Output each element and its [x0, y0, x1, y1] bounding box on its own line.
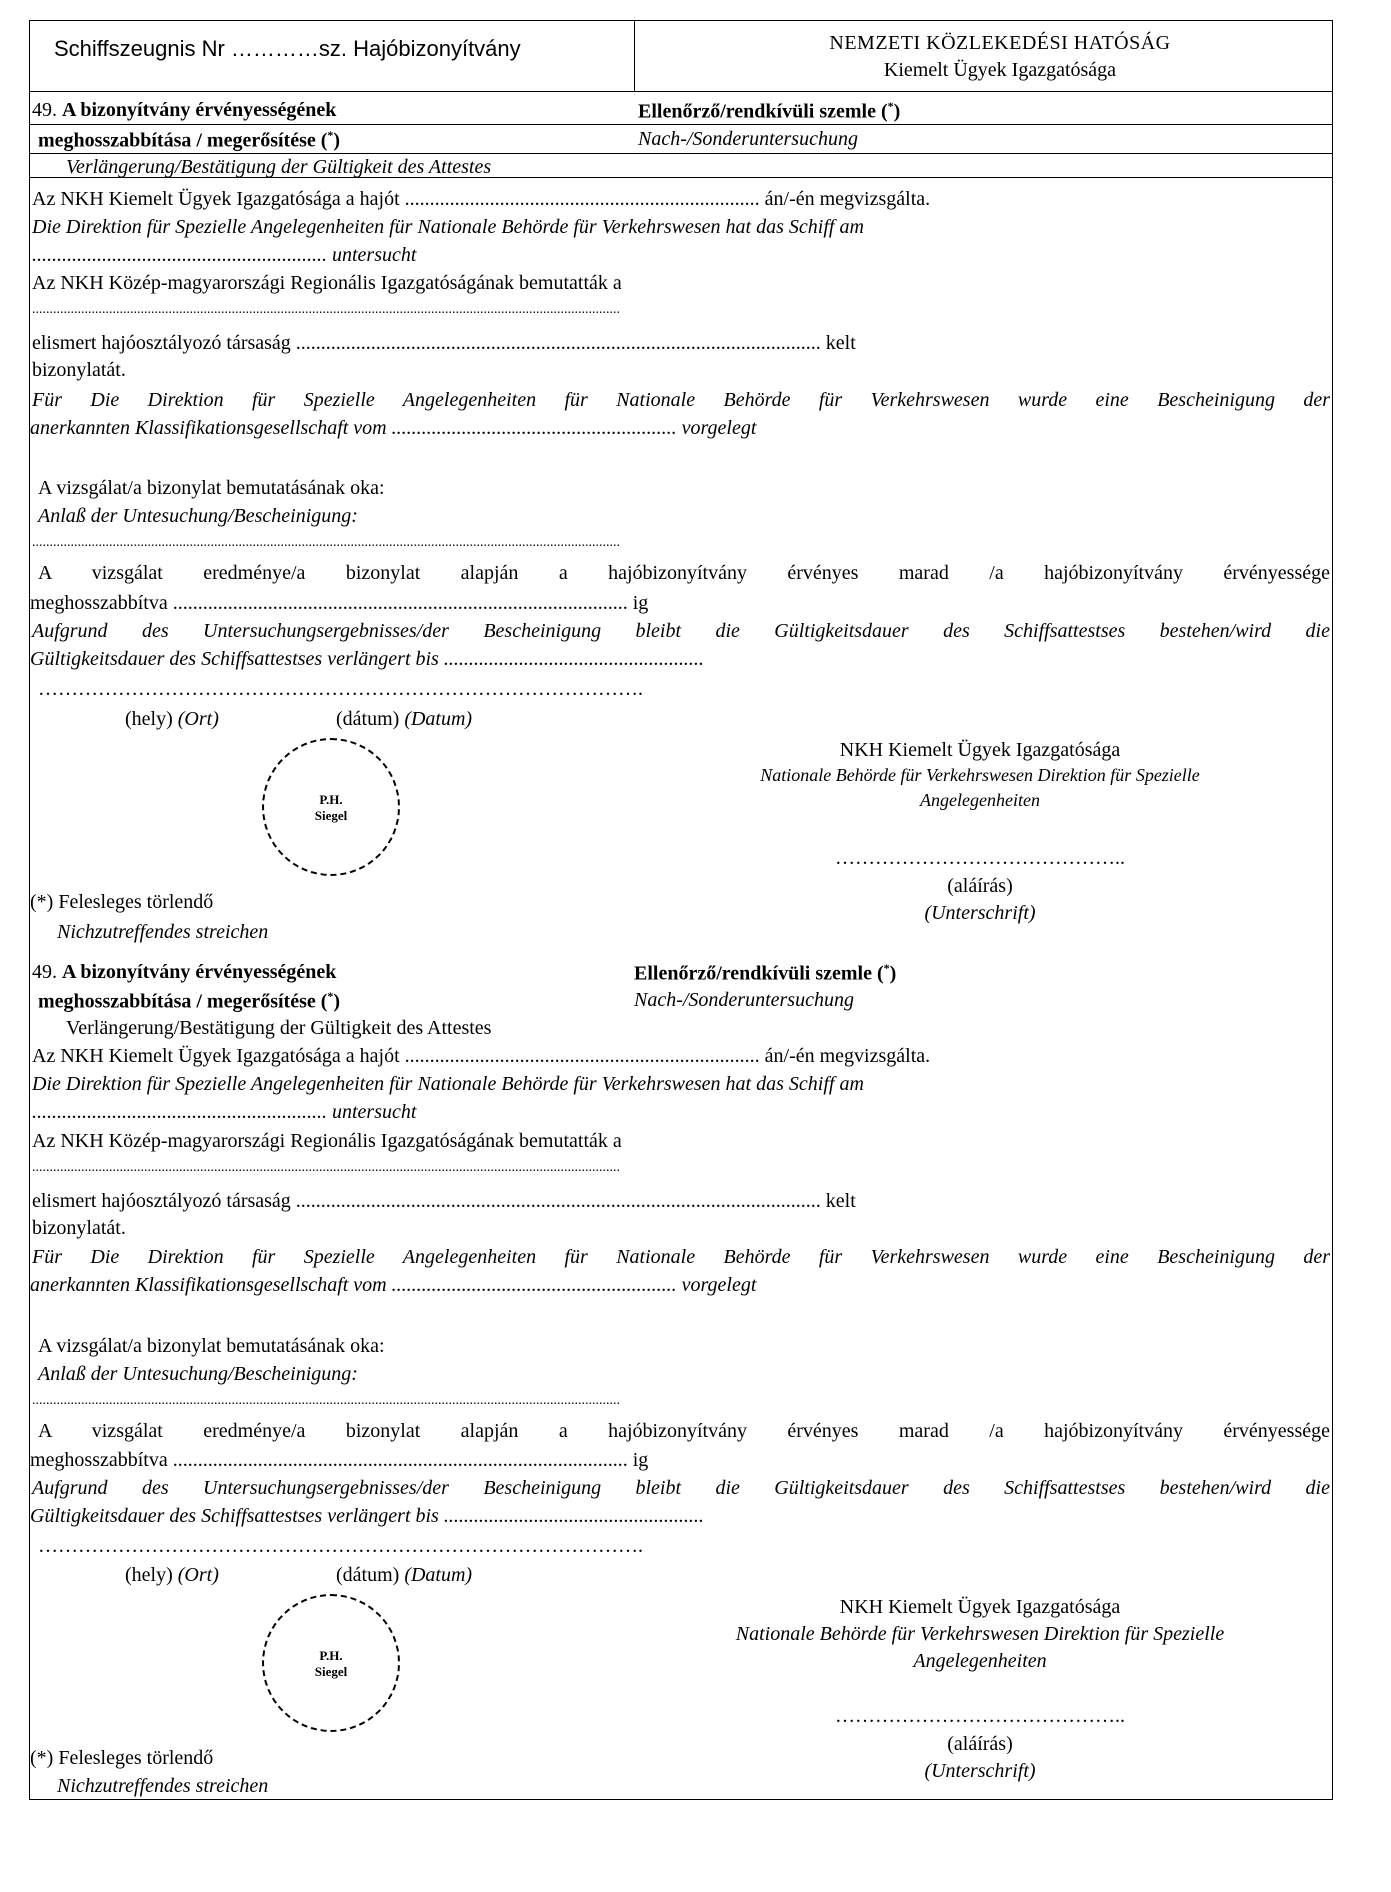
section-heading-line1: [32, 962, 336, 982]
presented-dots: ........................................................................................................................................................................: [32, 302, 620, 317]
date-label: [336, 1565, 472, 1585]
classification-line-de-2: anerkannten Klassifikationsgesellschaft vom ......................................................... vorgelegt: [30, 417, 757, 439]
section-heading-hu-1: A bizonyítvány érvényességének: [62, 99, 337, 121]
reason-hu: A vizsgálat/a bizonylat bemutatásának oka:: [38, 477, 385, 499]
reason-dots: ........................................................................................................................................................................: [32, 535, 620, 550]
section-heading-hu-1: A bizonyítvány érvényességének: [62, 961, 337, 983]
section-number: 49.: [32, 99, 57, 121]
heading-rule-1: [29, 124, 1333, 125]
seal-stamp: [262, 1594, 400, 1732]
place-de: (Ort): [177, 1564, 219, 1586]
signature-dots: ……………………………………..: [835, 847, 1125, 869]
survey-star: *: [887, 99, 894, 113]
seal-text-1: P.H.: [319, 792, 343, 807]
section-heading-line2: [38, 990, 340, 1012]
result-de: Aufgrund des Untersuchungsergebnisses/der Bescheinigung bleibt die Gültigkeitsdauer des Schiffsattestses bestehen/wird die: [32, 1477, 1330, 1499]
heading-close: ): [333, 990, 341, 1013]
place-date-dots: ……………………………………………………………………………….: [38, 1535, 643, 1557]
date-label: [336, 709, 472, 729]
sign-authority-de-1: Nationale Behörde für Verkehrswesen Direktion für Spezielle: [735, 1623, 1225, 1645]
date-de: (Datum): [404, 708, 473, 730]
classification-line-de-2: anerkannten Klassifikationsgesellschaft vom ......................................................... vorgelegt: [30, 1274, 757, 1296]
certificate-number: Schiffszeugnis Nr …………sz. Hajóbizonyítvány: [54, 36, 521, 61]
footnote-de: Nichzutreffendes streichen: [57, 921, 269, 943]
heading-star: *: [327, 989, 334, 1003]
heading-rule-2: [29, 153, 1333, 154]
date-de: (Datum): [404, 1564, 473, 1586]
signature-de: (Unterschrift): [924, 902, 1036, 924]
inspection-line-de: Die Direktion für Spezielle Angelegenheiten für Nationale Behörde für Verkehrswesen hat das Schiff am: [32, 216, 864, 238]
classification-line-hu-2: bizonylatát.: [32, 359, 126, 381]
section-heading-hu-2: meghosszabbítása / megerősítése (: [38, 990, 328, 1013]
heading-close: ): [333, 129, 341, 152]
header-divider: [634, 20, 635, 92]
authority-directorate: Kiemelt Ügyek Igazgatósága: [883, 59, 1117, 81]
authority-name: NEMZETI KÖZLEKEDÉSI HATÓSÁG: [829, 32, 1171, 54]
seal-text-2: Siegel: [314, 808, 348, 823]
footnote-de: Nichzutreffendes streichen: [57, 1775, 269, 1797]
survey-heading: [638, 100, 900, 122]
survey-star: *: [883, 961, 890, 975]
presented-line-hu: Az NKH Közép-magyarországi Regionális Igazgatóságának bemutatták a: [32, 272, 622, 294]
place-hu: (hely): [125, 1564, 173, 1586]
signature-dots: ……………………………………..: [835, 1705, 1125, 1727]
section-number: 49.: [32, 961, 57, 983]
result-de-2: Gültigkeitsdauer des Schiffsattestses verlängert bis ....................................................: [30, 1505, 704, 1527]
place-de: (Ort): [177, 708, 219, 730]
presented-line-hu: Az NKH Közép-magyarországi Regionális Igazgatóságának bemutatták a: [32, 1130, 622, 1152]
sign-authority-de-2: Angelegenheiten: [920, 790, 1040, 810]
place-date-dots: ……………………………………………………………………………….: [38, 678, 643, 700]
reason-hu: A vizsgálat/a bizonylat bemutatásának oka:: [38, 1335, 385, 1357]
inspection-line-hu: Az NKH Kiemelt Ügyek Igazgatósága a hajót ....................................................................... án/-én megvizsgálta.: [32, 1045, 931, 1067]
seal-stamp: [262, 738, 400, 876]
result-hu: A vizsgálat eredménye/a bizonylat alapján a hajóbizonyítvány érvényes marad /a hajóbizonyítvány érvényessége: [38, 1420, 1330, 1442]
reason-de: Anlaß der Untesuchung/Bescheinigung:: [38, 1363, 358, 1385]
section-heading-line1: [32, 100, 336, 120]
survey-close: ): [893, 100, 901, 123]
footnote-hu: (*) Felesleges törlendő: [30, 1747, 214, 1769]
result-hu-2: meghosszabbítva ........................................................................................... ig: [30, 592, 649, 614]
sign-authority-de-1: Nationale Behörde für Verkehrswesen Direktion für Spezielle: [760, 765, 1200, 785]
classification-line-de: Für Die Direktion für Spezielle Angelegenheiten für Nationale Behörde für Verkehrswesen wurde eine Bescheinigung der: [32, 1246, 1330, 1268]
reason-de: Anlaß der Untesuchung/Bescheinigung:: [38, 505, 358, 527]
place-hu: (hely): [125, 708, 173, 730]
classification-line-hu: elismert hajóosztályozó társaság ......................................................................................................... kelt: [32, 1190, 856, 1212]
classification-line-hu-2: bizonylatát.: [32, 1217, 126, 1239]
sign-authority: NKH Kiemelt Ügyek Igazgatósága: [839, 1596, 1121, 1618]
result-de: Aufgrund des Untersuchungsergebnisses/der Bescheinigung bleibt die Gültigkeitsdauer des Schiffsattestses bestehen/wird die: [32, 620, 1330, 642]
result-hu-2: meghosszabbítva ........................................................................................... ig: [30, 1449, 649, 1471]
place-label: [125, 709, 219, 729]
seal-text-2: Siegel: [314, 1664, 348, 1679]
presented-dots: ........................................................................................................................................................................: [32, 1160, 620, 1175]
classification-line-hu: elismert hajóosztályozó társaság ......................................................................................................... kelt: [32, 332, 856, 354]
section-heading-line2: [38, 129, 340, 151]
inspection-line-de-2: ........................................................... untersucht: [32, 244, 417, 266]
survey-close: ): [889, 962, 897, 985]
classification-line-de: Für Die Direktion für Spezielle Angelegenheiten für Nationale Behörde für Verkehrswesen wurde eine Bescheinigung der: [32, 389, 1330, 411]
survey-hu: Ellenőrző/rendkívüli szemle (: [638, 100, 888, 123]
sign-authority-de-2: Angelegenheiten: [913, 1650, 1047, 1672]
signature-hu: (aláírás): [947, 875, 1013, 897]
signature-de: (Unterschrift): [924, 1760, 1036, 1782]
footnote-hu: (*) Felesleges törlendő: [30, 891, 214, 913]
survey-de: Nach-/Sonderuntersuchung: [638, 128, 858, 150]
signature-hu: (aláírás): [947, 1733, 1013, 1755]
section-heading-de: Verlängerung/Bestätigung der Gültigkeit des Attestes: [66, 156, 492, 178]
result-de-2: Gültigkeitsdauer des Schiffsattestses verlängert bis ....................................................: [30, 648, 704, 670]
inspection-line-de: Die Direktion für Spezielle Angelegenheiten für Nationale Behörde für Verkehrswesen hat das Schiff am: [32, 1073, 864, 1095]
place-label: [125, 1565, 219, 1585]
inspection-line-hu: Az NKH Kiemelt Ügyek Igazgatósága a hajót ....................................................................... án/-én megvizsgálta.: [32, 188, 931, 210]
reason-dots: ........................................................................................................................................................................: [32, 1393, 620, 1408]
sign-authority: NKH Kiemelt Ügyek Igazgatósága: [839, 739, 1121, 761]
section-heading-hu-2: meghosszabbítása / megerősítése (: [38, 129, 328, 152]
date-hu: (dátum): [336, 1564, 400, 1586]
result-hu: A vizsgálat eredménye/a bizonylat alapján a hajóbizonyítvány érvényes marad /a hajóbizonyítvány érvényessége: [38, 562, 1330, 584]
survey-heading: [634, 962, 896, 984]
section-heading-de: Verlängerung/Bestätigung der Gültigkeit des Attestes: [66, 1017, 492, 1039]
date-hu: (dátum): [336, 708, 400, 730]
survey-de: Nach-/Sonderuntersuchung: [634, 989, 854, 1011]
seal-text-1: P.H.: [319, 1648, 343, 1663]
heading-star: *: [327, 128, 334, 142]
survey-hu: Ellenőrző/rendkívüli szemle (: [634, 962, 884, 985]
inspection-line-de-2: ........................................................... untersucht: [32, 1101, 417, 1123]
